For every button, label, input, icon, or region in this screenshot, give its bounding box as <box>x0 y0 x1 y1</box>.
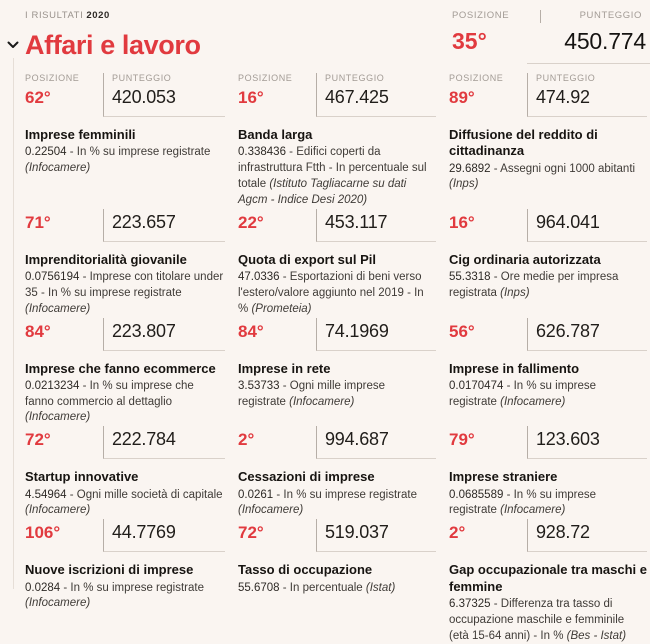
indicator-value: 6.37325 <box>449 597 491 610</box>
indicator-value: 4.54964 <box>25 488 67 501</box>
indicator-desc-text: - In % su imprese registrate <box>63 581 204 594</box>
indicator-source: (Infocamere) <box>25 597 91 610</box>
score-label: PUNTEGGIO <box>316 73 436 84</box>
indicator-description <box>25 270 225 318</box>
indicator-name: Nuove iscrizioni di imprese <box>25 562 194 578</box>
indicator-score: 994.687 <box>316 426 436 459</box>
indicator-score: 44.7769 <box>103 519 225 552</box>
indicator-desc-text: - Ogni mille imprese registrate <box>238 379 386 408</box>
indicator-position: 72° <box>238 523 264 543</box>
indicator-card <box>238 519 436 644</box>
results-label: I RISULTATI <box>25 10 84 21</box>
indicator-desc-text: - In % su imprese registrate <box>449 379 597 408</box>
indicator-desc-text: - Ogni mille società di capitale <box>69 488 223 501</box>
section-title-group[interactable] <box>7 29 201 60</box>
indicator-position: 89° <box>449 88 475 107</box>
indicator-score: 474.92 <box>527 84 647 117</box>
indicator-position: 84° <box>25 321 51 341</box>
indicator-source: (Infocamere) <box>25 162 91 175</box>
rank-row <box>238 84 436 117</box>
indicator-value: 55.3318 <box>449 270 491 283</box>
indicator-card <box>25 519 225 644</box>
rank-row <box>238 519 436 552</box>
indicator-position: 72° <box>25 430 51 450</box>
position-label: POSIZIONE <box>25 73 80 83</box>
indicator-card <box>449 209 647 318</box>
indicator-score: 123.603 <box>527 426 647 459</box>
indicator-value: 29.6892 <box>449 162 491 175</box>
indicator-source: (Infocamere) <box>25 302 91 315</box>
indicator-card-header <box>449 73 647 84</box>
indicator-name: Startup innovative <box>25 469 139 485</box>
indicator-description <box>238 379 436 411</box>
indicator-value: 0.0685589 <box>449 488 504 501</box>
indicator-description <box>238 145 436 208</box>
indicator-card-header <box>25 73 225 84</box>
indicator-source: (Inps) <box>449 178 479 191</box>
indicator-desc-text: - Esportazioni di beni verso l'estero/valore aggiunto nel 2019 - In % <box>238 270 424 315</box>
position-label: POSIZIONE <box>238 73 293 83</box>
indicator-name: Imprese in fallimento <box>449 360 580 376</box>
indicator-name: Gap occupazionale tra maschi e femmine <box>449 562 647 594</box>
indicator-name: Tasso di occupazione <box>238 562 373 578</box>
rank-row <box>449 84 647 117</box>
indicator-description <box>238 270 436 318</box>
indicator-desc-text: - Imprese con titolare under 35 - In % su imprese registrate <box>25 270 224 299</box>
indicator-score: 74.1969 <box>316 318 436 351</box>
indicator-card <box>238 426 436 519</box>
indicator-score: 519.037 <box>316 519 436 552</box>
rank-row <box>238 426 436 459</box>
indicator-card <box>25 209 225 318</box>
indicator-name: Imprenditorialità giovanile <box>25 251 187 267</box>
indicator-card-header <box>238 73 436 84</box>
indicator-source: (Infocamere) <box>500 395 566 408</box>
indicator-card <box>449 73 647 209</box>
position-header-label: POSIZIONE <box>452 10 510 21</box>
indicator-source: (Infocamere) <box>238 504 304 517</box>
indicator-source: (Infocamere) <box>25 504 91 517</box>
indicator-position: 2° <box>238 430 255 450</box>
indicator-value: 0.0213234 <box>25 379 80 392</box>
indicator-score: 223.807 <box>103 318 225 351</box>
indicator-desc-text: - In percentuale <box>282 581 363 594</box>
indicator-position: 79° <box>449 430 475 450</box>
indicator-value: 0.0261 <box>238 488 274 501</box>
indicator-value: 0.22504 <box>25 146 67 159</box>
indicator-position: 56° <box>449 321 475 341</box>
indicator-source: (Inps) <box>500 286 530 299</box>
indicator-desc-text: - Ore medie per impresa registrata <box>449 270 619 299</box>
indicator-card <box>238 73 436 209</box>
indicator-position: 2° <box>449 523 466 543</box>
indicator-description <box>449 379 647 411</box>
indicator-value: 55.6708 <box>238 581 280 594</box>
indicator-desc-text: - In % su imprese registrate <box>449 488 597 517</box>
indicator-name: Diffusione del reddito di cittadinanza <box>449 127 598 159</box>
section-position: 35° <box>452 28 487 54</box>
indicator-position: 16° <box>238 88 264 107</box>
indicator-name: Cessazioni di imprese <box>238 469 375 485</box>
indicator-desc-text: - Differenza tra tasso di occupazione maschile e femminile (età 15-64 anni) - In % <box>449 597 625 642</box>
indicator-desc-text: - Assegni ogni 1000 abitanti <box>493 162 636 175</box>
indicator-card <box>25 318 225 427</box>
indicator-position: 71° <box>25 212 51 232</box>
chevron-down-icon[interactable] <box>7 41 19 49</box>
rank-row <box>25 84 225 117</box>
indicator-card <box>238 318 436 427</box>
section-score: 450.774 <box>527 28 650 64</box>
indicator-source: (Bes - Istat) <box>566 629 627 642</box>
score-label: PUNTEGGIO <box>527 73 647 84</box>
indicator-description <box>449 270 647 302</box>
indicator-source: (Infocamere) <box>25 411 91 424</box>
rank-row <box>449 426 647 459</box>
indicator-score: 964.041 <box>527 209 647 242</box>
indicator-source: (Istituto Tagliacarne su dati Agcm - Indice Desi 2020) <box>238 177 407 206</box>
indicator-source: (Istat) <box>365 581 396 594</box>
indicator-value: 0.0756194 <box>25 270 80 283</box>
indicator-position: 84° <box>238 321 264 341</box>
indicator-name: Banda larga <box>238 127 313 142</box>
indicator-card <box>449 318 647 427</box>
indicator-card <box>25 426 225 519</box>
indicator-description <box>25 581 225 613</box>
indicator-description <box>449 162 647 194</box>
indicator-name: Quota di export sul Pil <box>238 251 376 267</box>
rank-row <box>25 519 225 552</box>
indicator-position: 22° <box>238 212 264 232</box>
header-column-labels <box>452 10 650 23</box>
indicator-description <box>238 581 436 597</box>
indicator-description <box>25 488 225 520</box>
rank-row <box>449 318 647 351</box>
indicator-desc-text: - In % su imprese registrate <box>276 488 417 501</box>
indicator-score: 420.053 <box>103 84 225 117</box>
indicators-grid <box>0 64 650 644</box>
score-label: PUNTEGGIO <box>103 73 225 84</box>
section-header <box>0 0 650 64</box>
indicator-position: 106° <box>25 523 61 543</box>
rank-row <box>238 209 436 242</box>
indicator-description <box>238 488 436 520</box>
indicator-score: 928.72 <box>527 519 647 552</box>
indicator-desc-text: - In % su imprese che fanno commercio al dettaglio <box>25 379 194 408</box>
indicator-position: 16° <box>449 212 475 232</box>
indicator-name: Imprese in rete <box>238 360 331 376</box>
indicator-value: 0.338436 <box>238 146 286 159</box>
indicator-score: 467.425 <box>316 84 436 117</box>
indicator-source: (Prometeia) <box>251 302 312 315</box>
indicator-position: 62° <box>25 88 51 107</box>
indicator-source: (Infocamere) <box>500 504 566 517</box>
indicator-value: 47.0336 <box>238 270 280 283</box>
section-title[interactable]: Affari e lavoro <box>25 29 201 60</box>
score-header-label: PUNTEGGIO <box>540 10 650 23</box>
indicator-value: 0.0284 <box>25 581 61 594</box>
indicator-desc-text: - In % su imprese registrate <box>69 146 211 159</box>
rank-row <box>449 519 647 552</box>
indicator-name: Imprese femminili <box>25 127 136 142</box>
indicator-score: 222.784 <box>103 426 225 459</box>
section-rank-score <box>452 28 650 64</box>
rank-row <box>449 209 647 242</box>
indicator-card <box>238 209 436 318</box>
indicator-card <box>25 73 225 209</box>
indicator-value: 3.53733 <box>238 379 280 392</box>
indicator-card <box>449 519 647 644</box>
results-year: 2020 <box>86 10 110 21</box>
indicator-card <box>449 426 647 519</box>
rank-row <box>25 209 225 242</box>
indicator-desc-text: - Edifici coperti da infrastruttura Ftth - In percentuale sul totale <box>238 146 427 190</box>
indicator-name: Imprese straniere <box>449 469 558 485</box>
eyebrow-row <box>25 10 650 23</box>
indicator-description <box>25 145 225 177</box>
indicator-description <box>449 488 647 520</box>
section-connector-line <box>13 58 14 589</box>
rank-row <box>25 426 225 459</box>
indicator-value: 0.0170474 <box>449 379 504 392</box>
indicator-name: Cig ordinaria autorizzata <box>449 251 601 267</box>
rank-row <box>238 318 436 351</box>
indicator-score: 453.117 <box>316 209 436 242</box>
indicator-description <box>449 597 647 644</box>
position-label: POSIZIONE <box>449 73 504 83</box>
rank-row <box>25 318 225 351</box>
indicator-name: Imprese che fanno ecommerce <box>25 360 216 376</box>
indicator-score: 626.787 <box>527 318 647 351</box>
results-eyebrow <box>25 10 110 21</box>
indicator-source: (Infocamere) <box>289 395 355 408</box>
section-title-row <box>25 28 650 64</box>
indicator-score: 223.657 <box>103 209 225 242</box>
indicator-description <box>25 379 225 427</box>
